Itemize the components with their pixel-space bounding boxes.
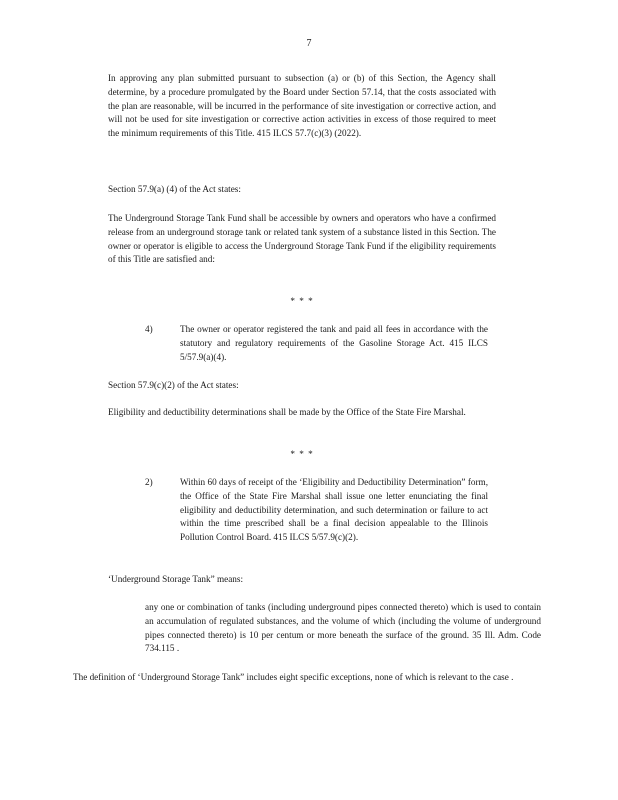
paragraph-definition-exceptions: The definition of ‘Underground Storage Tank” includes eight specific exceptions, none of which is relevant to the case . bbox=[73, 672, 514, 682]
page-number: 7 bbox=[306, 38, 312, 49]
paragraph-eligibility-determinations: Eligibility and deductibility determinations shall be made by the Office of the State Fire Marshal. bbox=[108, 407, 466, 417]
list-item-2 bbox=[108, 476, 488, 545]
section-57-9-a-4-intro: Section 57.9(a) (4) of the Act states: bbox=[108, 184, 241, 194]
list-item-4 bbox=[108, 323, 488, 364]
ust-definition-heading: ‘Underground Storage Tank” means: bbox=[108, 574, 244, 584]
list-item-text: The owner or operator registered the tank and paid all fees in accordance with the statutory and regulatory requirements of the Gasoline Storage Act. 415 ILCS 5/57.9(a)(4). bbox=[180, 324, 488, 362]
list-item-number: 2) bbox=[145, 477, 153, 487]
paragraph-ust-fund-access: The Underground Storage Tank Fund shall be accessible by owners and operators who have a confirmed release from an underground storage tank or related tank system of a substance listed in this Section. The owner or operator is eligible to access the Underground Storage Tank Fund if the eligibility requirements of this Title are satisfied and: bbox=[108, 213, 496, 265]
section-57-9-c-2-intro: Section 57.9(c)(2) of the Act states: bbox=[108, 380, 239, 390]
ellipsis-stars: * * * bbox=[290, 296, 314, 306]
list-item-number: 4) bbox=[145, 324, 153, 334]
ust-definition-quote: any one or combination of tanks (including underground pipes connected thereto) which is used to contain an accumulation of regulated substances, and the volume of which (including the volume of underground pipes connected thereto) is 10 per centum or more beneath the surface of the ground. 35 Ill. Adm. Code 734.115 . bbox=[145, 602, 541, 654]
paragraph-plan-approval: In approving any plan submitted pursuant to subsection (a) or (b) of this Section, the Agency shall determine, by a procedure promulgated by the Board under Section 57.14, that the costs associated with the plan are reasonable, will be incurred in the performance of site investigation or corrective action, and will not be used for site investigation or corrective action activities in excess of those required to meet the minimum requirements of this Title. 415 ILCS 57.7(c)(3) (2022). bbox=[108, 73, 496, 139]
ellipsis-stars: * * * bbox=[290, 449, 314, 459]
list-item-text: Within 60 days of receipt of the ‘Eligibility and Deductibility Determination” form, the Office of the State Fire Marshal shall issue one letter enunciating the final eligibility and deductibility determination, and such determination or failure to act within the time prescribed shall be a final decision appealable to the Illinois Pollution Control Board. 415 ILCS 5/57.9(c)(2). bbox=[180, 477, 488, 543]
